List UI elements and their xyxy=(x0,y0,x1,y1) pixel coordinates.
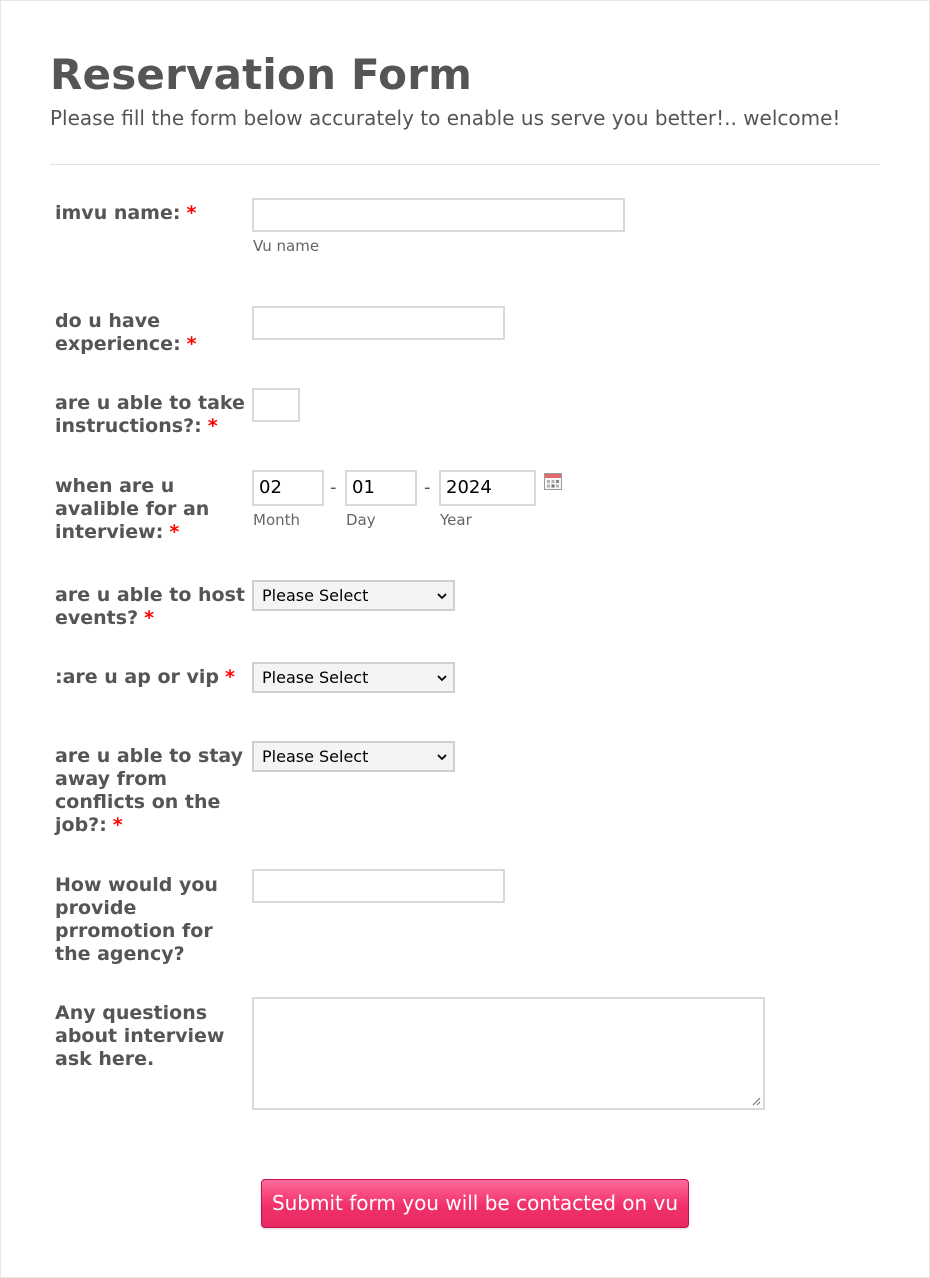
year-sublabel: Year xyxy=(440,511,472,529)
ap-vip-select[interactable] xyxy=(252,662,455,693)
date-separator: - xyxy=(330,477,337,498)
month-input[interactable]: 02 xyxy=(252,470,324,506)
date-separator: - xyxy=(424,477,431,498)
interview-date-label: when are u avalible for an interview: * xyxy=(55,475,210,543)
promotion-label: How would you provide prromotion for the agency? xyxy=(55,874,218,965)
required-mark: * xyxy=(225,666,235,688)
questions-textarea[interactable] xyxy=(252,997,765,1110)
ap-vip-label: :are u ap or vip * xyxy=(55,666,235,688)
month-sublabel: Month xyxy=(253,511,301,529)
conflicts-select-value: Please Select xyxy=(262,747,369,766)
conflicts-select[interactable] xyxy=(252,741,455,772)
promotion-input[interactable] xyxy=(252,869,505,903)
imvu-name-sublabel: Vu name xyxy=(253,237,320,255)
experience-input[interactable] xyxy=(252,306,505,340)
required-mark: * xyxy=(169,521,180,543)
required-mark: * xyxy=(207,415,218,437)
instructions-input[interactable] xyxy=(252,388,300,422)
day-input[interactable]: 01 xyxy=(345,470,417,506)
page-subtitle: Please fill the form below accurately to enable us serve you better!.. welcome! xyxy=(50,106,841,130)
imvu-name-label: imvu name: * xyxy=(55,202,197,224)
host-events-select-value: Please Select xyxy=(262,586,369,605)
submit-button[interactable]: Submit form you will be contacted on vu xyxy=(261,1179,689,1228)
ap-vip-select-value: Please Select xyxy=(262,668,369,687)
required-mark: * xyxy=(186,333,197,355)
required-mark: * xyxy=(186,202,197,224)
resize-grip-icon[interactable] xyxy=(751,1096,761,1106)
questions-label: Any questions about interview ask here. xyxy=(55,1002,225,1070)
host-events-select[interactable] xyxy=(252,580,455,611)
chevron-down-icon xyxy=(437,673,447,683)
chevron-down-icon xyxy=(437,591,447,601)
calendar-icon[interactable] xyxy=(544,473,562,490)
year-input[interactable]: 2024 xyxy=(439,470,536,506)
header-divider xyxy=(50,164,880,165)
day-sublabel: Day xyxy=(346,511,376,529)
required-mark: * xyxy=(144,607,155,629)
instructions-label: are u able to take instructions?: * xyxy=(55,392,245,437)
host-events-label: are u able to host events? * xyxy=(55,584,245,629)
page-title: Reservation Form xyxy=(50,50,473,99)
required-mark: * xyxy=(112,814,123,836)
experience-label: do u have experience: * xyxy=(55,310,197,355)
conflicts-label: are u able to stay away from conflicts on the job?: * xyxy=(55,745,244,836)
chevron-down-icon xyxy=(437,752,447,762)
imvu-name-input[interactable] xyxy=(252,198,625,232)
